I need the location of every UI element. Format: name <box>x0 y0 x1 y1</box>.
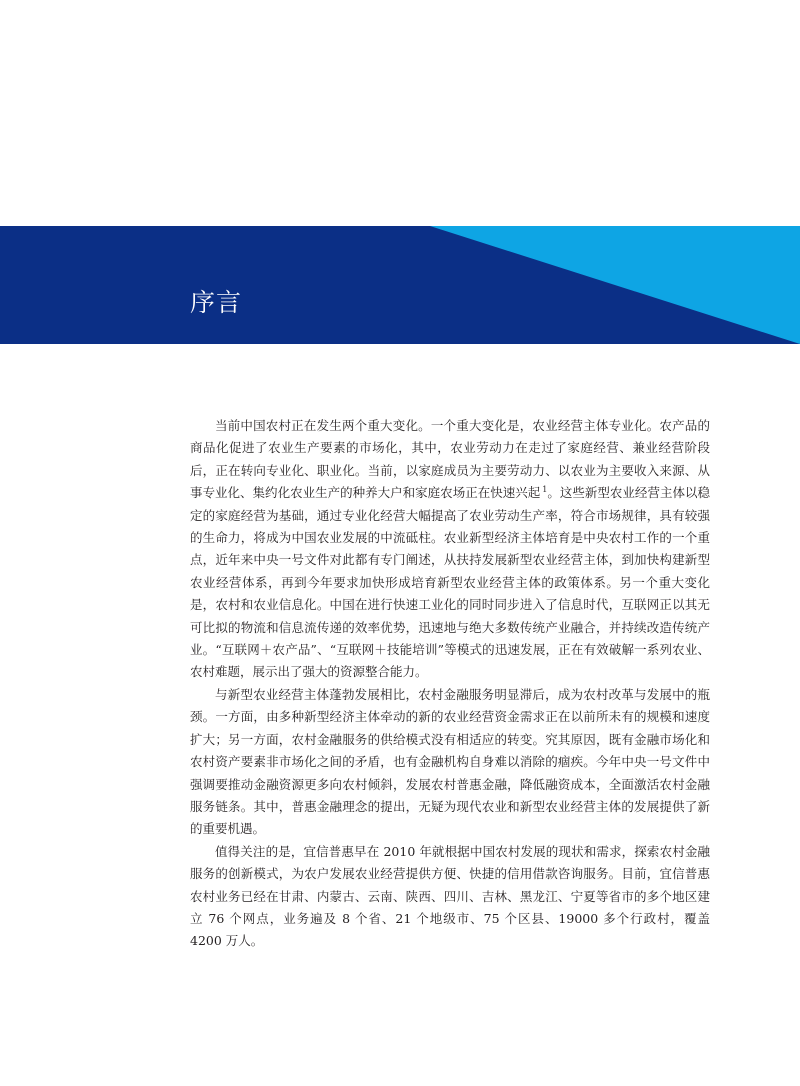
header-banner <box>0 226 800 344</box>
paragraph-3: 值得关注的是，宜信普惠早在 2010 年就根据中国农村发展的现状和需求，探索农村金融服务的创新模式，为农户发展农业经营提供方便、快捷的信用借款咨询服务。目前，宜信普惠农村业务已经在甘肃、内蒙古、云南、陕西、四川、吉林、黑龙江、宁夏等省市的多个地区建立 76 个网点，业务遍及 8 个省、21 个地级市、75 个区县、19000 多个行政村，覆盖 4200 万人。 <box>190 843 710 949</box>
paragraph-1-text-b: 。这些新型农业经营主体以稳定的家庭经营为基础，通过专业化经营大幅提高了农业劳动生产率，符合市场规律，具有较强的生命力，将成为中国农业发展的中流砥柱。农业新型经济主体培育是中央农村工作的一个重点，近年来中央一号文件对此都有专门阐述，从扶持发展新型农业经营主体，到加快构建新型农业经营体系，再到今年要求加快形成培育新型农业经营主体的政策体系。另一个重大变化是，农村和农业信息化。中国在进行快速工业化的同时同步进入了信息时代，互联网正以其无可比拟的物流和信息流传递的效率优势，迅速地与绝大多数传统产业融合，并持续改造传统产业。“互联网＋农产品”、“互联网＋技能培训”等模式的迅速发展，正在有效破解一系列农业、农村难题，展示出了强大的资源整合能力。 <box>190 485 710 680</box>
footnote-marker: 1 <box>542 485 548 495</box>
paragraph-1 <box>190 415 710 684</box>
page-title: 序言 <box>190 288 243 317</box>
banner-graphic <box>0 226 800 344</box>
paragraph-1-text-a: 当前中国农村正在发生两个重大变化。一个重大变化是，农业经营主体专业化。农产品的商品化促进了农业生产要素的市场化，其中，农业劳动力在走过了家庭经营、兼业经营阶段后，正在转向专业化、职业化。当前，以家庭成员为主要劳动力、以农业为主要收入来源、从事专业化、集约化农业生产的种养大户和家庭农场正在快速兴起 <box>190 418 710 501</box>
preface-body <box>190 415 710 953</box>
paragraph-2: 与新型农业经营主体蓬勃发展相比，农村金融服务明显滞后，成为农村改革与发展中的瓶颈。一方面，由多种新型经济主体牵动的新的农业经营资金需求正在以前所未有的规模和速度扩大；另一方面，农村金融服务的供给模式没有相适应的转变。究其原因，既有金融市场化和农村资产要素非市场化之间的矛盾，也有金融机构自身难以消除的痼疾。今年中央一号文件中强调要推动金融资源更多向农村倾斜，发展农村普惠金融，降低融资成本，全面激活农村金融服务链条。其中，普惠金融理念的提出，无疑为现代农业和新型农业经营主体的发展提供了新的重要机遇。 <box>190 686 710 837</box>
